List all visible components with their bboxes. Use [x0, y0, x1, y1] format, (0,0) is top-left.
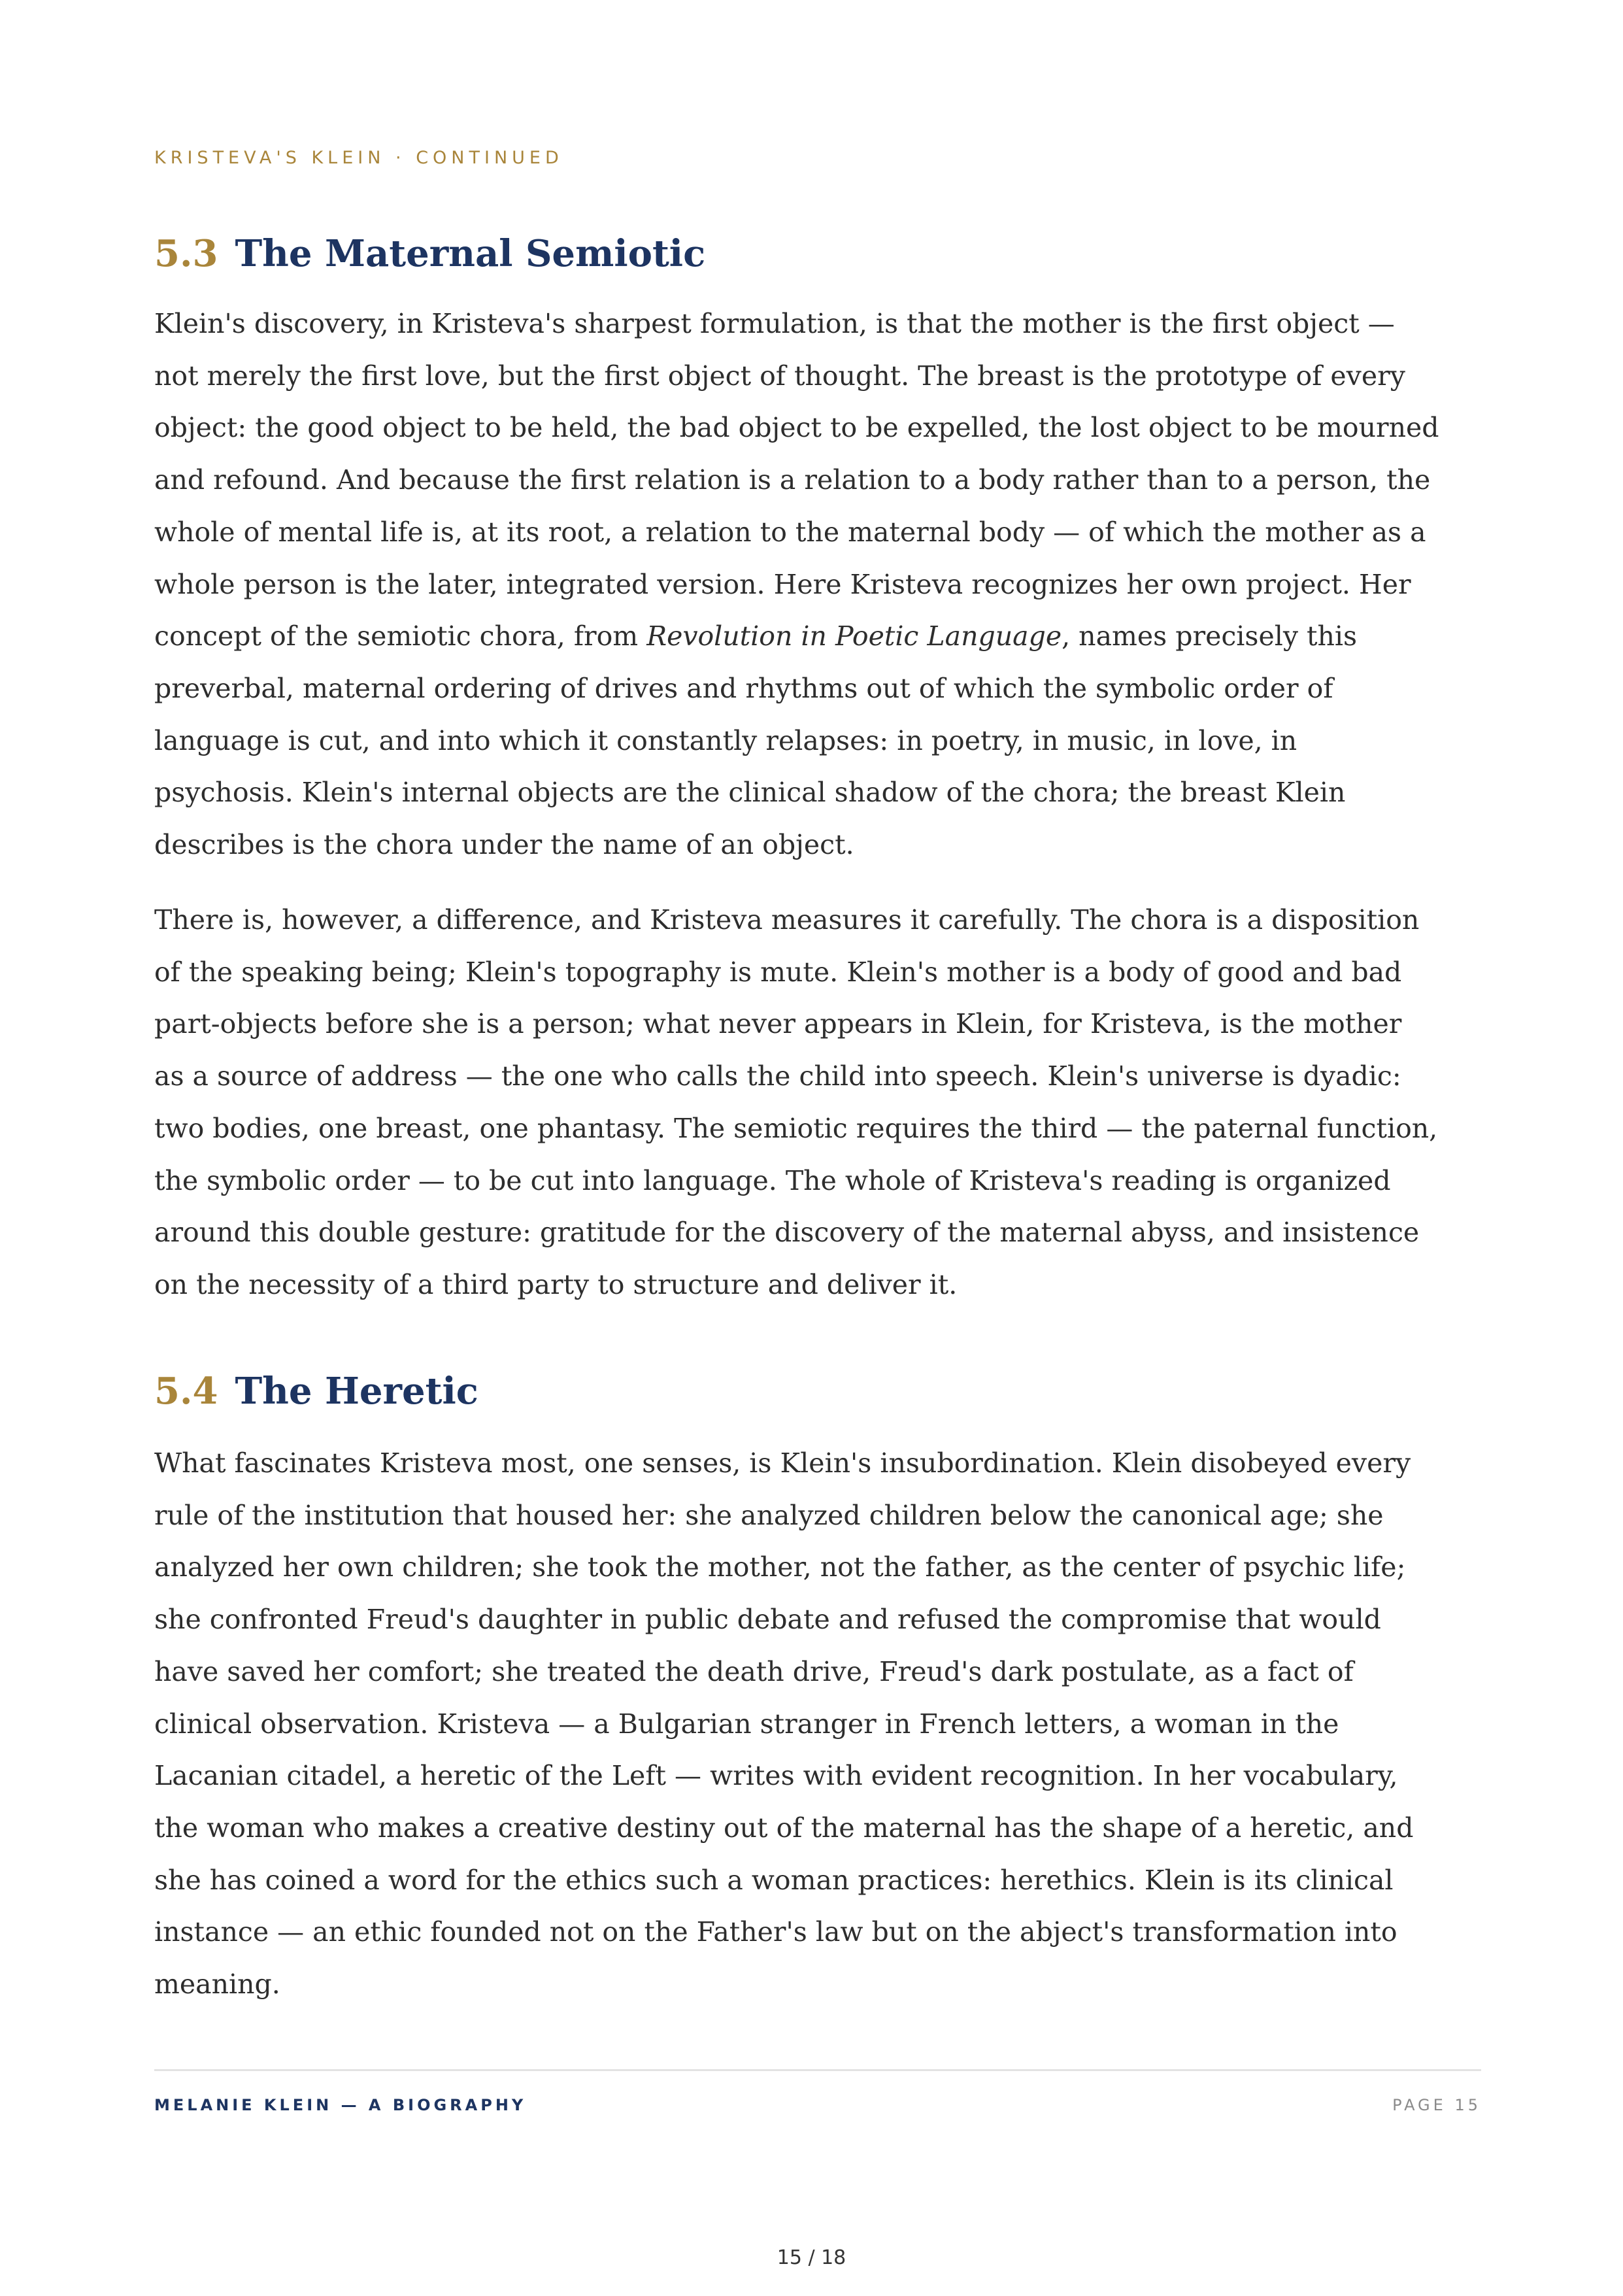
text-line	[154, 611, 1488, 663]
page-indicator: 15 / 18	[777, 2246, 846, 2269]
text-line: whole person is the later, integrated version. Here Kristeva recognizes her own project. Her	[154, 568, 1411, 600]
text-line: she has coined a word for the ethics such a woman practices: herethics. Klein is its clinical	[154, 1864, 1394, 1896]
paragraph-maternal-semiotic-2	[154, 894, 1488, 1311]
text-line: and refound. And because the first relation is a relation to a body rather than to a person, the	[154, 464, 1431, 496]
text-line: she confronted Freud's daughter in public debate and refused the compromise that would	[154, 1604, 1381, 1636]
section-heading-5-4	[154, 1370, 478, 1413]
text-line: language is cut, and into which it constantly relapses: in poetry, in music, in love, in	[154, 724, 1297, 756]
text-line: What fascinates Kristeva most, one senses, is Klein's insubordination. Klein disobeyed every	[154, 1447, 1411, 1479]
text-line: analyzed her own children; she took the mother, not the father, as the center of psychic life;	[154, 1551, 1406, 1583]
text-line: instance — an ethic founded not on the Father's law but on the abject's transformation into	[154, 1916, 1397, 1948]
text-line: There is, however, a difference, and Kristeva measures it carefully. The chora is a disposition	[154, 904, 1420, 936]
text-line: around this double gesture: gratitude for the discovery of the maternal abyss, and insistence	[154, 1217, 1420, 1249]
text-line: the woman who makes a creative destiny out of the maternal has the shape of a heretic, and	[154, 1812, 1414, 1844]
footer-divider	[154, 2069, 1481, 2071]
text-line: whole of mental life is, at its root, a relation to the maternal body — of which the mother as a	[154, 516, 1426, 548]
paragraph-maternal-semiotic-1	[154, 298, 1488, 871]
text-line: preverbal, maternal ordering of drives and rhythms out of which the symbolic order of	[154, 672, 1333, 704]
text-run: concept of the semiotic chora, from	[154, 620, 647, 652]
text-line: describes is the chora under the name of an object.	[154, 829, 854, 861]
text-line: rule of the institution that housed her: she analyzed children below the canonical age; she	[154, 1499, 1384, 1531]
footer-page-number: PAGE 15	[1392, 2096, 1481, 2114]
running-head: KRISTEVA'S KLEIN · CONTINUED	[154, 148, 563, 168]
text-line: clinical observation. Kristeva — a Bulgarian stranger in French letters, a woman in the	[154, 1708, 1339, 1740]
text-line: object: the good object to be held, the bad object to be expelled, the lost object to be mourned	[154, 412, 1439, 444]
text-line: Klein's discovery, in Kristeva's sharpest formulation, is that the mother is the first object —	[154, 308, 1395, 339]
section-number: 5.4	[154, 1370, 218, 1413]
text-line: Lacanian citadel, a heretic of the Left — writes with evident recognition. In her vocabulary,	[154, 1760, 1398, 1792]
text-line: of the speaking being; Klein's topography is mute. Klein's mother is a body of good and bad	[154, 956, 1402, 988]
text-line: meaning.	[154, 1968, 280, 2001]
text-line: not merely the first love, but the first object of thought. The breast is the prototype of every	[154, 360, 1405, 392]
text-run: , names precisely this	[1062, 620, 1358, 652]
section-heading-5-3	[154, 232, 706, 275]
paragraph-heretic	[154, 1438, 1488, 2011]
section-title: The Heretic	[235, 1370, 478, 1413]
text-line: part-objects before she is a person; what never appears in Klein, for Kristeva, is the mother	[154, 1008, 1402, 1040]
text-line: have saved her comfort; she treated the death drive, Freud's dark postulate, as a fact of	[154, 1655, 1354, 1687]
footer-book-title: MELANIE KLEIN — A BIOGRAPHY	[154, 2096, 527, 2114]
document-page	[154, 0, 1481, 2296]
section-number: 5.3	[154, 232, 218, 275]
text-line: the symbolic order — to be cut into language. The whole of Kristeva's reading is organized	[154, 1164, 1391, 1196]
text-line: two bodies, one breast, one phantasy. The semiotic requires the third — the paternal function,	[154, 1112, 1438, 1144]
section-title: The Maternal Semiotic	[235, 232, 706, 275]
text-line: on the necessity of a third party to structure and deliver it.	[154, 1268, 958, 1300]
text-line: psychosis. Klein's internal objects are the clinical shadow of the chora; the breast Klein	[154, 777, 1346, 809]
book-title: Revolution in Poetic Language	[646, 620, 1062, 652]
text-line: as a source of address — the one who calls the child into speech. Klein's universe is dyadic:	[154, 1060, 1401, 1092]
